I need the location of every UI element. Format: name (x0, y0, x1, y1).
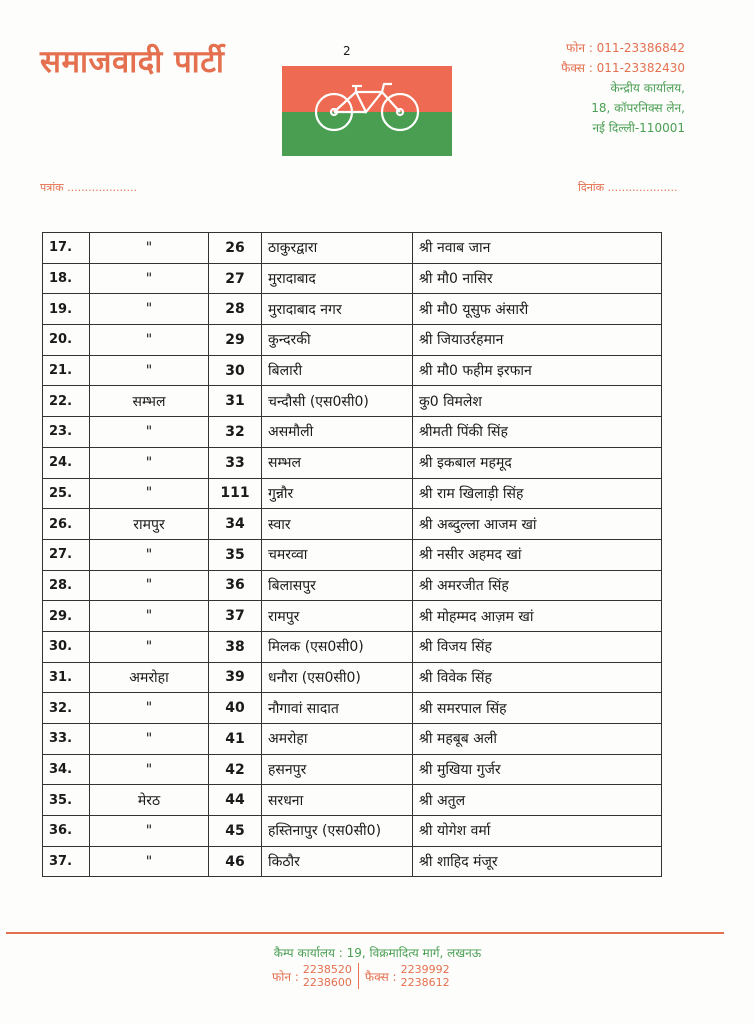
serial-number-cell: 20. (43, 325, 90, 356)
constituency-name-cell: सरधना (262, 785, 413, 816)
serial-number-cell: 37. (43, 846, 90, 877)
footer-phone-label: फोन : (272, 969, 299, 984)
header-phone: फोन : 011-23386842 (565, 41, 685, 55)
constituency-name-cell: बिलासपुर (262, 570, 413, 601)
candidate-name-cell: कु0 विमलेश (413, 386, 662, 417)
constituency-number-cell: 33 (209, 447, 262, 478)
constituency-number-cell: 37 (209, 601, 262, 632)
table-row (43, 754, 662, 785)
district-cell: सम्भल (90, 386, 209, 417)
constituency-name-cell: चन्दौसी (एस0सी0) (262, 386, 413, 417)
candidate-name-cell: श्री इकबाल महमूद (413, 447, 662, 478)
constituency-name-cell: मिलक (एस0सी0) (262, 631, 413, 662)
constituency-name-cell: स्वार (262, 509, 413, 540)
district-cell: रामपुर (90, 509, 209, 540)
district-cell: " (90, 816, 209, 847)
footer-separator (358, 963, 359, 989)
serial-number-cell: 30. (43, 631, 90, 662)
constituency-number-cell: 45 (209, 816, 262, 847)
table-row (43, 693, 662, 724)
constituency-number-cell: 42 (209, 754, 262, 785)
constituency-name-cell: ठाकुरद्वारा (262, 233, 413, 264)
constituency-number-cell: 44 (209, 785, 262, 816)
district-cell: " (90, 570, 209, 601)
serial-number-cell: 29. (43, 601, 90, 632)
constituency-name-cell: नौगावां सादात (262, 693, 413, 724)
footer-fax-1: 2239992 (400, 963, 450, 976)
candidate-name-cell: श्रीमती पिंकी सिंह (413, 417, 662, 448)
table-row (43, 294, 662, 325)
address-line-3: नई दिल्ली-110001 (592, 121, 685, 135)
district-cell: " (90, 325, 209, 356)
candidate-name-cell: श्री अमरजीत सिंह (413, 570, 662, 601)
candidate-name-cell: श्री विवेक सिंह (413, 662, 662, 693)
table-row (43, 325, 662, 356)
district-cell: " (90, 417, 209, 448)
candidate-table (42, 232, 662, 877)
candidate-name-cell: श्री नवाब जान (413, 233, 662, 264)
district-cell: " (90, 539, 209, 570)
district-cell: " (90, 724, 209, 755)
serial-number-cell: 26. (43, 509, 90, 540)
serial-number-cell: 25. (43, 478, 90, 509)
candidate-name-cell: श्री मोहम्मद आज़म खां (413, 601, 662, 632)
table-row (43, 846, 662, 877)
district-cell: " (90, 754, 209, 785)
table-row (43, 539, 662, 570)
constituency-number-cell: 39 (209, 662, 262, 693)
constituency-number-cell: 26 (209, 233, 262, 264)
serial-number-cell: 36. (43, 816, 90, 847)
constituency-name-cell: मुरादाबाद नगर (262, 294, 413, 325)
serial-number-cell: 21. (43, 355, 90, 386)
footer-divider (6, 932, 724, 934)
serial-number-cell: 17. (43, 233, 90, 264)
constituency-name-cell: अमरोहा (262, 724, 413, 755)
table-row (43, 417, 662, 448)
table-row (43, 509, 662, 540)
bicycle-icon (312, 78, 422, 134)
serial-number-cell: 22. (43, 386, 90, 417)
date-label: दिनांक .................... (578, 181, 678, 194)
constituency-name-cell: गुन्नौर (262, 478, 413, 509)
table-row (43, 263, 662, 294)
footer-fax-label: फैक्स : (364, 969, 397, 984)
district-cell: मेरठ (90, 785, 209, 816)
table-row (43, 355, 662, 386)
party-flag (282, 66, 452, 156)
table-row (43, 447, 662, 478)
address-line-2: 18, कॉपरनिक्स लेन, (591, 101, 685, 115)
candidate-name-cell: श्री मौ0 नासिर (413, 263, 662, 294)
address-line-1: केन्द्रीय कार्यालय, (610, 81, 685, 95)
candidate-name-cell: श्री शाहिद मंजूर (413, 846, 662, 877)
constituency-number-cell: 111 (209, 478, 262, 509)
contact-block (561, 38, 685, 138)
serial-number-cell: 34. (43, 754, 90, 785)
table-row (43, 478, 662, 509)
page-number: 2 (343, 44, 351, 58)
constituency-number-cell: 31 (209, 386, 262, 417)
serial-number-cell: 19. (43, 294, 90, 325)
district-cell: " (90, 846, 209, 877)
district-cell: " (90, 355, 209, 386)
district-cell: " (90, 294, 209, 325)
table-row (43, 631, 662, 662)
candidate-name-cell: श्री जियाउर्रहमान (413, 325, 662, 356)
serial-number-cell: 28. (43, 570, 90, 601)
constituency-name-cell: हस्तिनापुर (एस0सी0) (262, 816, 413, 847)
table-row (43, 233, 662, 264)
candidate-name-cell: श्री समरपाल सिंह (413, 693, 662, 724)
table-row (43, 601, 662, 632)
serial-number-cell: 32. (43, 693, 90, 724)
candidate-name-cell: श्री योगेश वर्मा (413, 816, 662, 847)
district-cell: अमरोहा (90, 662, 209, 693)
constituency-name-cell: सम्भल (262, 447, 413, 478)
serial-number-cell: 33. (43, 724, 90, 755)
constituency-number-cell: 30 (209, 355, 262, 386)
candidate-name-cell: श्री नसीर अहमद खां (413, 539, 662, 570)
district-cell: " (90, 263, 209, 294)
candidate-name-cell: श्री अब्दुल्ला आजम खां (413, 509, 662, 540)
candidate-name-cell: श्री राम खिलाड़ी सिंह (413, 478, 662, 509)
constituency-name-cell: मुरादाबाद (262, 263, 413, 294)
serial-number-cell: 18. (43, 263, 90, 294)
table-row (43, 785, 662, 816)
serial-number-cell: 24. (43, 447, 90, 478)
constituency-name-cell: धनौरा (एस0सी0) (262, 662, 413, 693)
constituency-number-cell: 32 (209, 417, 262, 448)
table-row (43, 662, 662, 693)
constituency-name-cell: रामपुर (262, 601, 413, 632)
constituency-name-cell: किठौर (262, 846, 413, 877)
candidate-name-cell: श्री मुखिया गुर्जर (413, 754, 662, 785)
constituency-number-cell: 34 (209, 509, 262, 540)
district-cell: " (90, 478, 209, 509)
constituency-number-cell: 36 (209, 570, 262, 601)
table-row (43, 816, 662, 847)
reference-number-label: पत्रांक .................... (40, 181, 138, 194)
district-cell: " (90, 693, 209, 724)
candidate-name-cell: श्री मौ0 फहीम इरफान (413, 355, 662, 386)
constituency-number-cell: 27 (209, 263, 262, 294)
table-row (43, 570, 662, 601)
district-cell: " (90, 601, 209, 632)
district-cell: " (90, 447, 209, 478)
district-cell: " (90, 233, 209, 264)
footer-fax-2: 2238612 (400, 976, 450, 989)
constituency-number-cell: 29 (209, 325, 262, 356)
constituency-name-cell: असमौली (262, 417, 413, 448)
candidate-name-cell: श्री महबूब अली (413, 724, 662, 755)
serial-number-cell: 27. (43, 539, 90, 570)
footer-phone-1: 2238520 (302, 963, 352, 976)
serial-number-cell: 35. (43, 785, 90, 816)
constituency-name-cell: बिलारी (262, 355, 413, 386)
table-row (43, 386, 662, 417)
constituency-name-cell: कुन्दरकी (262, 325, 413, 356)
serial-number-cell: 31. (43, 662, 90, 693)
district-cell: " (90, 631, 209, 662)
camp-office-address: कैम्प कार्यालय : 19, विक्रमादित्य मार्ग, लखनऊ (273, 946, 482, 960)
constituency-number-cell: 28 (209, 294, 262, 325)
candidate-name-cell: श्री विजय सिंह (413, 631, 662, 662)
constituency-number-cell: 40 (209, 693, 262, 724)
candidate-name-cell: श्री अतुल (413, 785, 662, 816)
party-name: समाजवादी पार्टी (40, 44, 225, 80)
serial-number-cell: 23. (43, 417, 90, 448)
constituency-name-cell: चमरव्वा (262, 539, 413, 570)
constituency-number-cell: 38 (209, 631, 262, 662)
footer-numbers (272, 963, 450, 989)
table-row (43, 724, 662, 755)
footer-phone-2: 2238600 (302, 976, 352, 989)
constituency-name-cell: हसनपुर (262, 754, 413, 785)
constituency-number-cell: 41 (209, 724, 262, 755)
candidate-name-cell: श्री मौ0 यूसुफ अंसारी (413, 294, 662, 325)
constituency-number-cell: 46 (209, 846, 262, 877)
header-fax: फैक्स : 011-23382430 (561, 61, 685, 75)
constituency-number-cell: 35 (209, 539, 262, 570)
